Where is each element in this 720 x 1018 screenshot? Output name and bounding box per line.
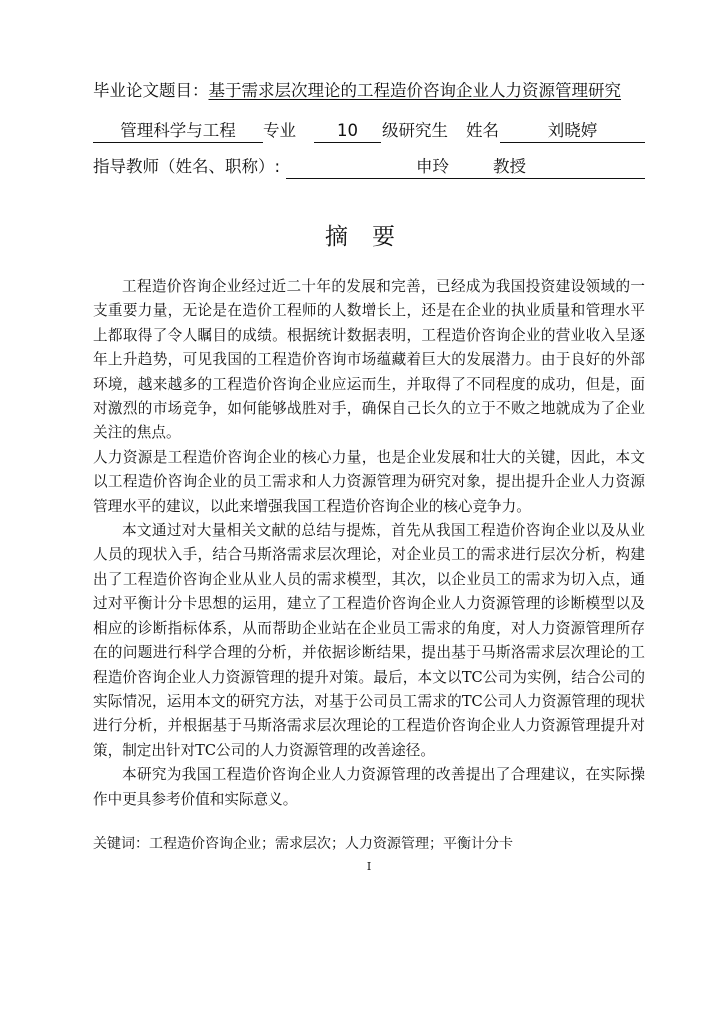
- grade-field: 10: [314, 120, 381, 143]
- thesis-title-line: [93, 80, 621, 102]
- thesis-title: 基于需求层次理论的工程造价咨询企业人力资源管理研究: [208, 81, 621, 100]
- student-info-line: [93, 120, 645, 144]
- page-number: I: [366, 860, 372, 873]
- advisor-label: 指导教师（姓名、职称）:: [93, 157, 281, 176]
- name-label: 姓名: [466, 121, 499, 140]
- abstract-paragraph: 人力资源是工程造价咨询企业的核心力量，也是企业发展和壮大的关键，因此，本文以工程造价咨询企业的员工需求和人力资源管理为研究对象，提出提升企业人力资源管理水平的建议，以此来增强我国工程造价咨询企业的核心竞争力。: [93, 448, 645, 515]
- grade-label: 级研究生: [382, 121, 448, 140]
- advisor-name: 申玲: [416, 157, 449, 176]
- abstract-paragraph: 本文通过对大量相关文献的总结与提炼，首先从我国工程造价咨询企业以及从业人员的现状入手，结合马斯洛需求层次理论，对企业员工的需求进行层次分析，构建出了工程造价咨询企业从业人员的需求模型，其次，以企业员工的需求为切入点，通过对平衡计分卡思想的运用，建立了工程造价咨询企业人力资源管理的诊断模型以及相应的诊断指标体系，从而帮助企业站在企业员工需求的角度，对人力资源管理所存在的问题进行科学合理的分析，并依据诊断结果，提出基于马斯洛需求层次理论的工程造价咨询企业人力资源管理的提升对策。最后，本文以TC公司为实例，结合公司的实际情况，运用本文的研究方法，对基于公司员工需求的TC公司人力资源管理的现状进行分析，并根据基于马斯洛需求层次理论的工程造价咨询企业人力资源管理提升对策，制定出针对TC公司的人力资源管理的改善途径。: [93, 522, 645, 759]
- major-label: 专业: [263, 121, 296, 140]
- abstract-paragraph: 工程造价咨询企业经过近二十年的发展和完善，已经成为我国投资建设领域的一支重要力量，无论是在造价工程师的人数增长上，还是在企业的执业质量和管理水平上都取得了令人瞩目的成绩。根据统计数据表明，工程造价咨询企业的营业收入呈逐年上升趋势，可见我国的工程造价咨询市场蕴藏着巨大的发展潜力。由于良好的外部环境，越来越多的工程造价咨询企业应运而生，并取得了不同程度的成功，但是，面对激烈的市场竞争，如何能够战胜对手，确保自己长久的立于不败之地就成为了企业关注的焦点。: [93, 278, 645, 442]
- abstract-heading: 摘要: [325, 224, 419, 250]
- abstract-paragraph: 本研究为我国工程造价咨询企业人力资源管理的改善提出了合理建议，在实际操作中更具参考价值和实际意义。: [93, 766, 645, 808]
- advisor-line: [93, 156, 645, 180]
- thesis-title-label: 毕业论文题目：: [93, 81, 209, 100]
- advisor-title: 教授: [493, 157, 526, 176]
- abstract-body: [93, 275, 645, 812]
- major-field: 管理科学与工程: [93, 120, 263, 143]
- keywords-line: 关键词：工程造价咨询企业；需求层次；人力资源管理；平衡计分卡: [93, 836, 513, 852]
- advisor-field: [286, 156, 645, 179]
- student-name-field: 刘晓婷: [500, 120, 645, 143]
